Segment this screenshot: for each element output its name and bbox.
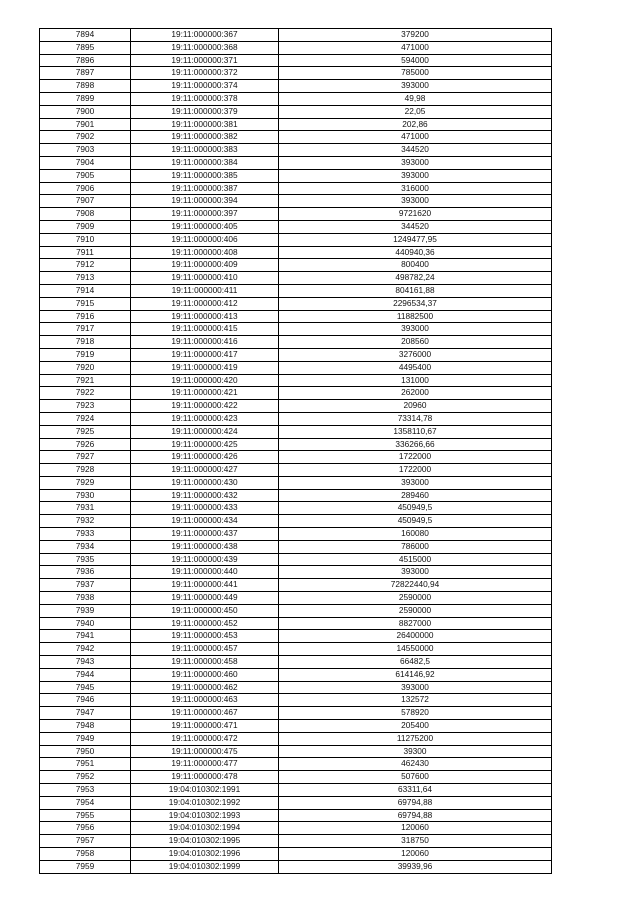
table-row bbox=[40, 745, 552, 758]
table-row bbox=[40, 412, 552, 425]
value-cell: 262000 bbox=[279, 387, 552, 400]
value-cell: 1249477,95 bbox=[279, 233, 552, 246]
cadastral-number-cell: 19:11:000000:371 bbox=[131, 54, 279, 67]
table-row bbox=[40, 208, 552, 221]
table-row bbox=[40, 156, 552, 169]
row-number-cell: 7894 bbox=[40, 29, 131, 42]
table-row bbox=[40, 604, 552, 617]
row-number-cell: 7939 bbox=[40, 604, 131, 617]
table-row bbox=[40, 796, 552, 809]
value-cell: 49,98 bbox=[279, 92, 552, 105]
table-row bbox=[40, 220, 552, 233]
table-row bbox=[40, 835, 552, 848]
value-cell: 72822440,94 bbox=[279, 579, 552, 592]
cadastral-number-cell: 19:11:000000:453 bbox=[131, 630, 279, 643]
row-number-cell: 7897 bbox=[40, 67, 131, 80]
row-number-cell: 7902 bbox=[40, 131, 131, 144]
table-row bbox=[40, 515, 552, 528]
cadastral-number-cell: 19:11:000000:471 bbox=[131, 720, 279, 733]
value-cell: 498782,24 bbox=[279, 272, 552, 285]
value-cell: 73314,78 bbox=[279, 412, 552, 425]
cadastral-number-cell: 19:11:000000:440 bbox=[131, 566, 279, 579]
cadastral-number-cell: 19:11:000000:426 bbox=[131, 451, 279, 464]
value-cell: 800400 bbox=[279, 259, 552, 272]
row-number-cell: 7922 bbox=[40, 387, 131, 400]
value-cell: 450949,5 bbox=[279, 502, 552, 515]
value-cell: 26400000 bbox=[279, 630, 552, 643]
row-number-cell: 7908 bbox=[40, 208, 131, 221]
row-number-cell: 7923 bbox=[40, 400, 131, 413]
value-cell: 4495400 bbox=[279, 361, 552, 374]
table-row bbox=[40, 464, 552, 477]
table-row bbox=[40, 246, 552, 259]
cadastral-number-cell: 19:11:000000:384 bbox=[131, 156, 279, 169]
cadastral-number-cell: 19:11:000000:394 bbox=[131, 195, 279, 208]
value-cell: 3276000 bbox=[279, 348, 552, 361]
table-row bbox=[40, 425, 552, 438]
cadastral-number-cell: 19:11:000000:382 bbox=[131, 131, 279, 144]
table-row bbox=[40, 822, 552, 835]
row-number-cell: 7942 bbox=[40, 643, 131, 656]
cadastral-number-cell: 19:11:000000:441 bbox=[131, 579, 279, 592]
cadastral-number-cell: 19:11:000000:437 bbox=[131, 528, 279, 541]
table-row bbox=[40, 566, 552, 579]
value-cell: 69794,88 bbox=[279, 809, 552, 822]
row-number-cell: 7949 bbox=[40, 732, 131, 745]
value-cell: 462430 bbox=[279, 758, 552, 771]
cadastral-number-cell: 19:11:000000:381 bbox=[131, 118, 279, 131]
cadastral-number-cell: 19:11:000000:433 bbox=[131, 502, 279, 515]
row-number-cell: 7905 bbox=[40, 169, 131, 182]
table-row bbox=[40, 476, 552, 489]
value-cell: 39300 bbox=[279, 745, 552, 758]
cadastral-number-cell: 19:11:000000:406 bbox=[131, 233, 279, 246]
row-number-cell: 7943 bbox=[40, 656, 131, 669]
row-number-cell: 7907 bbox=[40, 195, 131, 208]
value-cell: 393000 bbox=[279, 195, 552, 208]
cadastral-number-cell: 19:11:000000:458 bbox=[131, 656, 279, 669]
row-number-cell: 7900 bbox=[40, 105, 131, 118]
value-cell: 393000 bbox=[279, 476, 552, 489]
row-number-cell: 7919 bbox=[40, 348, 131, 361]
cadastral-number-cell: 19:11:000000:372 bbox=[131, 67, 279, 80]
value-cell: 8827000 bbox=[279, 617, 552, 630]
row-number-cell: 7914 bbox=[40, 284, 131, 297]
table-row bbox=[40, 617, 552, 630]
value-cell: 132572 bbox=[279, 694, 552, 707]
table-row bbox=[40, 694, 552, 707]
row-number-cell: 7898 bbox=[40, 80, 131, 93]
value-cell: 785000 bbox=[279, 67, 552, 80]
value-cell: 1722000 bbox=[279, 464, 552, 477]
table-row bbox=[40, 41, 552, 54]
cadastral-number-cell: 19:11:000000:467 bbox=[131, 707, 279, 720]
value-cell: 1358110,67 bbox=[279, 425, 552, 438]
cadastral-number-cell: 19:11:000000:397 bbox=[131, 208, 279, 221]
row-number-cell: 7945 bbox=[40, 681, 131, 694]
table-row bbox=[40, 169, 552, 182]
row-number-cell: 7912 bbox=[40, 259, 131, 272]
value-cell: 318750 bbox=[279, 835, 552, 848]
table-row bbox=[40, 451, 552, 464]
table-row bbox=[40, 656, 552, 669]
table-row bbox=[40, 259, 552, 272]
value-cell: 344520 bbox=[279, 220, 552, 233]
table-row bbox=[40, 579, 552, 592]
value-cell: 69794,88 bbox=[279, 796, 552, 809]
table-row bbox=[40, 732, 552, 745]
table-row bbox=[40, 681, 552, 694]
cadastral-number-cell: 19:11:000000:419 bbox=[131, 361, 279, 374]
value-cell: 393000 bbox=[279, 681, 552, 694]
cadastral-number-cell: 19:11:000000:438 bbox=[131, 540, 279, 553]
value-cell: 393000 bbox=[279, 156, 552, 169]
row-number-cell: 7928 bbox=[40, 464, 131, 477]
cadastral-number-cell: 19:11:000000:425 bbox=[131, 438, 279, 451]
value-cell: 450949,5 bbox=[279, 515, 552, 528]
value-cell: 471000 bbox=[279, 41, 552, 54]
cadastral-number-cell: 19:04:010302:1999 bbox=[131, 860, 279, 873]
value-cell: 208560 bbox=[279, 336, 552, 349]
row-number-cell: 7913 bbox=[40, 272, 131, 285]
row-number-cell: 7956 bbox=[40, 822, 131, 835]
value-cell: 11882500 bbox=[279, 310, 552, 323]
cadastral-number-cell: 19:11:000000:424 bbox=[131, 425, 279, 438]
value-cell: 39939,96 bbox=[279, 860, 552, 873]
cadastral-value-table bbox=[39, 28, 552, 874]
row-number-cell: 7936 bbox=[40, 566, 131, 579]
table-row bbox=[40, 860, 552, 873]
row-number-cell: 7918 bbox=[40, 336, 131, 349]
row-number-cell: 7954 bbox=[40, 796, 131, 809]
row-number-cell: 7953 bbox=[40, 784, 131, 797]
row-number-cell: 7920 bbox=[40, 361, 131, 374]
table-row bbox=[40, 92, 552, 105]
value-cell: 786000 bbox=[279, 540, 552, 553]
table-row bbox=[40, 131, 552, 144]
cadastral-number-cell: 19:11:000000:478 bbox=[131, 771, 279, 784]
value-cell: 11275200 bbox=[279, 732, 552, 745]
cadastral-number-cell: 19:11:000000:409 bbox=[131, 259, 279, 272]
row-number-cell: 7925 bbox=[40, 425, 131, 438]
row-number-cell: 7941 bbox=[40, 630, 131, 643]
cadastral-number-cell: 19:11:000000:374 bbox=[131, 80, 279, 93]
value-cell: 120060 bbox=[279, 822, 552, 835]
row-number-cell: 7906 bbox=[40, 182, 131, 195]
row-number-cell: 7910 bbox=[40, 233, 131, 246]
row-number-cell: 7957 bbox=[40, 835, 131, 848]
table-row bbox=[40, 361, 552, 374]
value-cell: 471000 bbox=[279, 131, 552, 144]
cadastral-number-cell: 19:11:000000:408 bbox=[131, 246, 279, 259]
value-cell: 131000 bbox=[279, 374, 552, 387]
row-number-cell: 7950 bbox=[40, 745, 131, 758]
table-row bbox=[40, 272, 552, 285]
cadastral-number-cell: 19:11:000000:457 bbox=[131, 643, 279, 656]
cadastral-number-cell: 19:11:000000:415 bbox=[131, 323, 279, 336]
table-row bbox=[40, 144, 552, 157]
table-row bbox=[40, 784, 552, 797]
table-row bbox=[40, 182, 552, 195]
row-number-cell: 7930 bbox=[40, 489, 131, 502]
table-row bbox=[40, 553, 552, 566]
cadastral-number-cell: 19:11:000000:434 bbox=[131, 515, 279, 528]
cadastral-number-cell: 19:11:000000:422 bbox=[131, 400, 279, 413]
row-number-cell: 7955 bbox=[40, 809, 131, 822]
cadastral-number-cell: 19:11:000000:387 bbox=[131, 182, 279, 195]
table-row bbox=[40, 54, 552, 67]
row-number-cell: 7899 bbox=[40, 92, 131, 105]
table-row bbox=[40, 284, 552, 297]
table-row bbox=[40, 707, 552, 720]
table-row bbox=[40, 80, 552, 93]
row-number-cell: 7917 bbox=[40, 323, 131, 336]
value-cell: 336266,66 bbox=[279, 438, 552, 451]
table-row bbox=[40, 67, 552, 80]
value-cell: 344520 bbox=[279, 144, 552, 157]
cadastral-number-cell: 19:11:000000:439 bbox=[131, 553, 279, 566]
cadastral-number-cell: 19:11:000000:416 bbox=[131, 336, 279, 349]
table-row bbox=[40, 105, 552, 118]
row-number-cell: 7952 bbox=[40, 771, 131, 784]
row-number-cell: 7935 bbox=[40, 553, 131, 566]
cadastral-number-cell: 19:04:010302:1996 bbox=[131, 848, 279, 861]
cadastral-number-cell: 19:11:000000:452 bbox=[131, 617, 279, 630]
cadastral-number-cell: 19:11:000000:378 bbox=[131, 92, 279, 105]
value-cell: 578920 bbox=[279, 707, 552, 720]
cadastral-number-cell: 19:11:000000:449 bbox=[131, 592, 279, 605]
cadastral-number-cell: 19:11:000000:417 bbox=[131, 348, 279, 361]
table-row bbox=[40, 758, 552, 771]
row-number-cell: 7904 bbox=[40, 156, 131, 169]
value-cell: 507600 bbox=[279, 771, 552, 784]
row-number-cell: 7924 bbox=[40, 412, 131, 425]
table-row bbox=[40, 438, 552, 451]
cadastral-number-cell: 19:04:010302:1991 bbox=[131, 784, 279, 797]
table-row bbox=[40, 233, 552, 246]
value-cell: 393000 bbox=[279, 566, 552, 579]
table-row bbox=[40, 400, 552, 413]
row-number-cell: 7947 bbox=[40, 707, 131, 720]
value-cell: 63311,64 bbox=[279, 784, 552, 797]
value-cell: 66482,5 bbox=[279, 656, 552, 669]
table-row bbox=[40, 195, 552, 208]
value-cell: 289460 bbox=[279, 489, 552, 502]
value-cell: 2296534,37 bbox=[279, 297, 552, 310]
value-cell: 4515000 bbox=[279, 553, 552, 566]
table-row bbox=[40, 374, 552, 387]
value-cell: 160080 bbox=[279, 528, 552, 541]
table-row bbox=[40, 668, 552, 681]
value-cell: 393000 bbox=[279, 80, 552, 93]
cadastral-number-cell: 19:11:000000:421 bbox=[131, 387, 279, 400]
row-number-cell: 7915 bbox=[40, 297, 131, 310]
row-number-cell: 7911 bbox=[40, 246, 131, 259]
value-cell: 393000 bbox=[279, 169, 552, 182]
row-number-cell: 7909 bbox=[40, 220, 131, 233]
row-number-cell: 7916 bbox=[40, 310, 131, 323]
cadastral-number-cell: 19:04:010302:1993 bbox=[131, 809, 279, 822]
cadastral-number-cell: 19:11:000000:410 bbox=[131, 272, 279, 285]
value-cell: 1722000 bbox=[279, 451, 552, 464]
row-number-cell: 7959 bbox=[40, 860, 131, 873]
cadastral-number-cell: 19:11:000000:412 bbox=[131, 297, 279, 310]
cadastral-number-cell: 19:11:000000:420 bbox=[131, 374, 279, 387]
value-cell: 14550000 bbox=[279, 643, 552, 656]
cadastral-number-cell: 19:11:000000:367 bbox=[131, 29, 279, 42]
value-cell: 804161,88 bbox=[279, 284, 552, 297]
value-cell: 440940,36 bbox=[279, 246, 552, 259]
value-cell: 22,05 bbox=[279, 105, 552, 118]
table-row bbox=[40, 348, 552, 361]
table-row bbox=[40, 29, 552, 42]
cadastral-number-cell: 19:11:000000:463 bbox=[131, 694, 279, 707]
cadastral-number-cell: 19:11:000000:472 bbox=[131, 732, 279, 745]
value-cell: 205400 bbox=[279, 720, 552, 733]
cadastral-number-cell: 19:11:000000:477 bbox=[131, 758, 279, 771]
row-number-cell: 7903 bbox=[40, 144, 131, 157]
cadastral-number-cell: 19:11:000000:423 bbox=[131, 412, 279, 425]
row-number-cell: 7933 bbox=[40, 528, 131, 541]
row-number-cell: 7938 bbox=[40, 592, 131, 605]
table-row bbox=[40, 540, 552, 553]
table-row bbox=[40, 310, 552, 323]
value-cell: 614146,92 bbox=[279, 668, 552, 681]
cadastral-number-cell: 19:11:000000:368 bbox=[131, 41, 279, 54]
cadastral-number-cell: 19:04:010302:1995 bbox=[131, 835, 279, 848]
cadastral-number-cell: 19:11:000000:475 bbox=[131, 745, 279, 758]
cadastral-number-cell: 19:11:000000:379 bbox=[131, 105, 279, 118]
row-number-cell: 7946 bbox=[40, 694, 131, 707]
cadastral-number-cell: 19:11:000000:432 bbox=[131, 489, 279, 502]
value-cell: 120060 bbox=[279, 848, 552, 861]
value-cell: 393000 bbox=[279, 323, 552, 336]
cadastral-number-cell: 19:11:000000:462 bbox=[131, 681, 279, 694]
table-row bbox=[40, 592, 552, 605]
row-number-cell: 7958 bbox=[40, 848, 131, 861]
row-number-cell: 7931 bbox=[40, 502, 131, 515]
row-number-cell: 7951 bbox=[40, 758, 131, 771]
table-row bbox=[40, 489, 552, 502]
row-number-cell: 7937 bbox=[40, 579, 131, 592]
row-number-cell: 7926 bbox=[40, 438, 131, 451]
row-number-cell: 7948 bbox=[40, 720, 131, 733]
value-cell: 379200 bbox=[279, 29, 552, 42]
row-number-cell: 7921 bbox=[40, 374, 131, 387]
table-row bbox=[40, 502, 552, 515]
table-row bbox=[40, 771, 552, 784]
table-row bbox=[40, 809, 552, 822]
value-cell: 9721620 bbox=[279, 208, 552, 221]
value-cell: 20960 bbox=[279, 400, 552, 413]
value-cell: 316000 bbox=[279, 182, 552, 195]
cadastral-number-cell: 19:11:000000:430 bbox=[131, 476, 279, 489]
table-row bbox=[40, 297, 552, 310]
table-row bbox=[40, 118, 552, 131]
table-row bbox=[40, 643, 552, 656]
row-number-cell: 7927 bbox=[40, 451, 131, 464]
value-cell: 202,86 bbox=[279, 118, 552, 131]
cadastral-number-cell: 19:11:000000:460 bbox=[131, 668, 279, 681]
table-row bbox=[40, 720, 552, 733]
cadastral-number-cell: 19:11:000000:413 bbox=[131, 310, 279, 323]
cadastral-number-cell: 19:11:000000:411 bbox=[131, 284, 279, 297]
cadastral-number-cell: 19:11:000000:385 bbox=[131, 169, 279, 182]
cadastral-number-cell: 19:11:000000:427 bbox=[131, 464, 279, 477]
row-number-cell: 7944 bbox=[40, 668, 131, 681]
table-row bbox=[40, 848, 552, 861]
cadastral-number-cell: 19:11:000000:450 bbox=[131, 604, 279, 617]
row-number-cell: 7929 bbox=[40, 476, 131, 489]
row-number-cell: 7932 bbox=[40, 515, 131, 528]
row-number-cell: 7940 bbox=[40, 617, 131, 630]
row-number-cell: 7896 bbox=[40, 54, 131, 67]
table-row bbox=[40, 528, 552, 541]
table-body bbox=[40, 29, 552, 874]
cadastral-number-cell: 19:04:010302:1992 bbox=[131, 796, 279, 809]
row-number-cell: 7934 bbox=[40, 540, 131, 553]
cadastral-number-cell: 19:11:000000:383 bbox=[131, 144, 279, 157]
cadastral-number-cell: 19:04:010302:1994 bbox=[131, 822, 279, 835]
row-number-cell: 7901 bbox=[40, 118, 131, 131]
cadastral-number-cell: 19:11:000000:405 bbox=[131, 220, 279, 233]
value-cell: 2590000 bbox=[279, 592, 552, 605]
table-row bbox=[40, 336, 552, 349]
table-row bbox=[40, 323, 552, 336]
value-cell: 2590000 bbox=[279, 604, 552, 617]
row-number-cell: 7895 bbox=[40, 41, 131, 54]
table-row bbox=[40, 387, 552, 400]
value-cell: 594000 bbox=[279, 54, 552, 67]
table-row bbox=[40, 630, 552, 643]
